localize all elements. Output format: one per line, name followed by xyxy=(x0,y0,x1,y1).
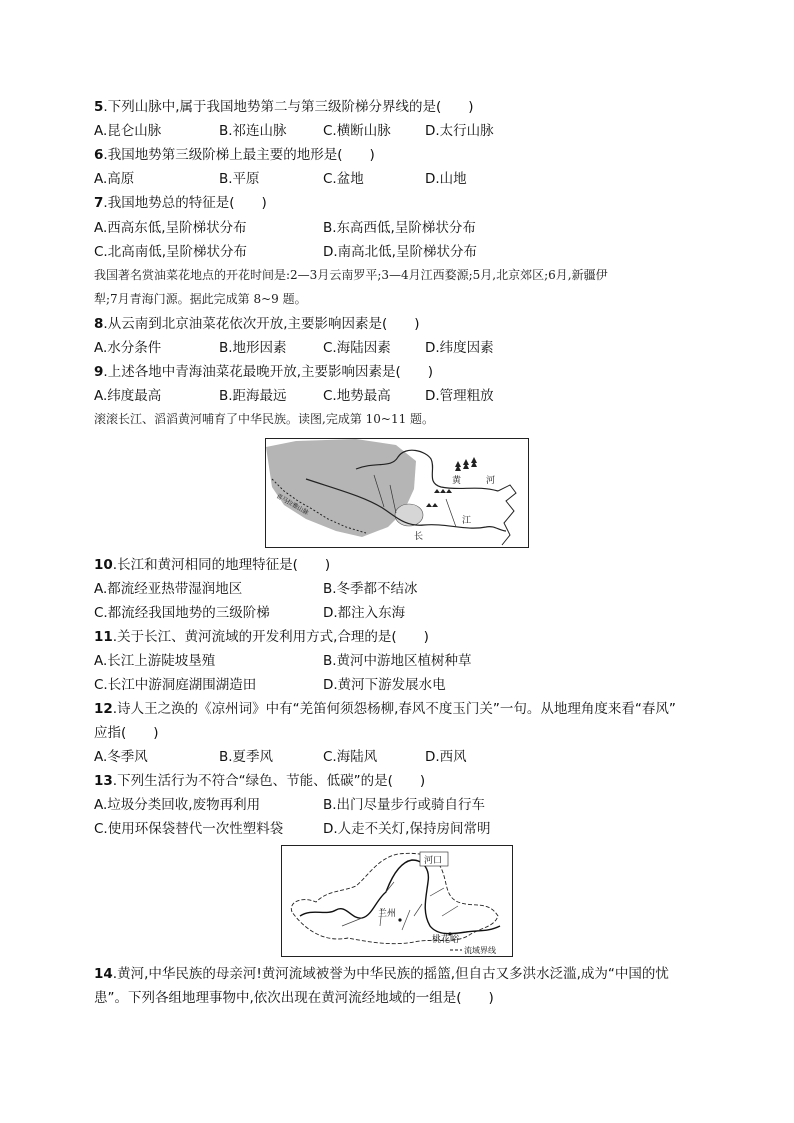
question-11 xyxy=(94,627,429,647)
option-a[interactable]: A.高原 xyxy=(94,171,135,187)
option-c[interactable]: C.都流经我国地势的三级阶梯 xyxy=(94,605,270,621)
option-b[interactable]: B.距海最远 xyxy=(219,388,287,404)
question-stem: .我国地势总的特征是( ) xyxy=(103,195,267,211)
question-number: 7 xyxy=(94,195,104,211)
option-d[interactable]: D.都注入东海 xyxy=(323,605,406,621)
map-label-himalaya: 喜马拉雅山脉 xyxy=(275,492,310,517)
map-label-jiang: 江 xyxy=(462,516,472,526)
option-c[interactable]: C.地势最高 xyxy=(323,388,391,404)
map-label-huang: 黄 xyxy=(452,476,462,486)
question-number: 13 xyxy=(94,773,113,789)
question-number: 5 xyxy=(94,99,104,115)
passage-text: 我国著名赏油菜花地点的开花时间是:2—3月云南罗平;3—4月江西婺源;5月,北京郊区;6月,新疆伊 xyxy=(94,268,608,282)
question-stem: .长江和黄河相同的地理特征是( ) xyxy=(112,557,331,573)
option-d[interactable]: D.太行山脉 xyxy=(425,123,494,139)
question-7 xyxy=(94,193,267,213)
option-c[interactable]: C.使用环保袋替代一次性塑料袋 xyxy=(94,821,284,837)
option-c[interactable]: C.海陆风 xyxy=(323,749,378,765)
passage-text: 犁;7月青海门源。据此完成第 8~9 题。 xyxy=(94,292,307,306)
question-6 xyxy=(94,145,375,165)
option-d[interactable]: D.人走不关灯,保持房间常明 xyxy=(323,821,491,837)
question-number: 6 xyxy=(94,147,104,163)
option-a[interactable]: A.西高东低,呈阶梯状分布 xyxy=(94,220,247,236)
option-b[interactable]: B.夏季风 xyxy=(219,749,274,765)
option-b[interactable]: B.冬季都不结冰 xyxy=(323,581,418,597)
map-label-hekou: 河口 xyxy=(424,856,443,866)
river-map-drawing xyxy=(266,439,528,547)
option-a[interactable]: A.纬度最高 xyxy=(94,388,162,404)
question-stem: .诗人王之涣的《凉州词》中有“羌笛何须怨杨柳,春风不度玉门关”一句。从地理角度来看“春风” xyxy=(112,701,676,717)
option-a[interactable]: A.水分条件 xyxy=(94,340,162,356)
option-b[interactable]: B.出门尽量步行或骑自行车 xyxy=(323,797,486,813)
question-5 xyxy=(94,97,474,117)
question-9 xyxy=(94,362,433,382)
question-8 xyxy=(94,314,420,334)
question-stem: .关于长江、黄河流域的开发利用方式,合理的是( ) xyxy=(112,629,429,645)
option-b[interactable]: B.祁连山脉 xyxy=(219,123,287,139)
basin-map-drawing xyxy=(282,846,512,956)
question-number: 9 xyxy=(94,364,104,380)
option-d[interactable]: D.西风 xyxy=(425,749,467,765)
option-a[interactable]: A.垃圾分类回收,废物再利用 xyxy=(94,797,261,813)
question-12 xyxy=(94,699,676,719)
question-stem-continued: 患”。下列各组地理事物中,依次出现在黄河流经地域的一组是( ) xyxy=(94,990,494,1006)
question-13 xyxy=(94,771,425,791)
river-map xyxy=(265,438,529,548)
question-number: 11 xyxy=(94,629,113,645)
option-c[interactable]: C.北高南低,呈阶梯状分布 xyxy=(94,244,248,260)
legend-label: 流域界线 xyxy=(464,946,496,955)
question-number: 10 xyxy=(94,557,113,573)
option-b[interactable]: B.东高西低,呈阶梯状分布 xyxy=(323,220,476,236)
option-d[interactable]: D.山地 xyxy=(425,171,467,187)
option-d[interactable]: D.管理粗放 xyxy=(425,388,494,404)
question-stem: .下列山脉中,属于我国地势第二与第三级阶梯分界线的是( ) xyxy=(103,99,474,115)
option-d[interactable]: D.南高北低,呈阶梯状分布 xyxy=(323,244,477,260)
option-a[interactable]: A.都流经亚热带湿润地区 xyxy=(94,581,243,597)
option-d[interactable]: D.纬度因素 xyxy=(425,340,494,356)
option-c[interactable]: C.长江中游洞庭湖围湖造田 xyxy=(94,677,257,693)
question-stem: .我国地势第三级阶梯上最主要的地形是( ) xyxy=(103,147,375,163)
question-number: 12 xyxy=(94,701,113,717)
option-b[interactable]: B.地形因素 xyxy=(219,340,287,356)
question-10 xyxy=(94,555,330,575)
question-stem-continued: 应指( ) xyxy=(94,725,159,741)
option-c[interactable]: C.海陆因素 xyxy=(323,340,391,356)
yellow-river-basin-map xyxy=(281,845,513,957)
option-a[interactable]: A.昆仑山脉 xyxy=(94,123,162,139)
map-label-lanzhou: 兰州 xyxy=(378,909,397,919)
option-d[interactable]: D.黄河下游发展水电 xyxy=(323,677,446,693)
question-stem: .上述各地中青海油菜花最晚开放,主要影响因素是( ) xyxy=(103,364,434,380)
question-stem: .从云南到北京油菜花依次开放,主要影响因素是( ) xyxy=(103,316,420,332)
map-label-he: 河 xyxy=(486,476,496,486)
question-number: 14 xyxy=(94,966,113,982)
option-c[interactable]: C.横断山脉 xyxy=(323,123,391,139)
map-label-chang: 长 xyxy=(414,532,424,542)
question-number: 8 xyxy=(94,316,104,332)
question-stem: .下列生活行为不符合“绿色、节能、低碳”的是( ) xyxy=(112,773,426,789)
option-c[interactable]: C.盆地 xyxy=(323,171,364,187)
option-a[interactable]: A.长江上游陡坡垦殖 xyxy=(94,653,216,669)
option-b[interactable]: B.平原 xyxy=(219,171,260,187)
question-stem: .黄河,中华民族的母亲河!黄河流域被誉为中华民族的摇篮,但自古又多洪水泛滥,成为“中国的忧 xyxy=(112,966,669,982)
map-label-taohuayu: 桃花峪 xyxy=(432,935,460,945)
option-b[interactable]: B.黄河中游地区植树种草 xyxy=(323,653,472,669)
passage-text: 滚滚长江、滔滔黄河哺育了中华民族。读图,完成第 10~11 题。 xyxy=(94,412,435,426)
question-14 xyxy=(94,964,669,984)
option-a[interactable]: A.冬季风 xyxy=(94,749,148,765)
